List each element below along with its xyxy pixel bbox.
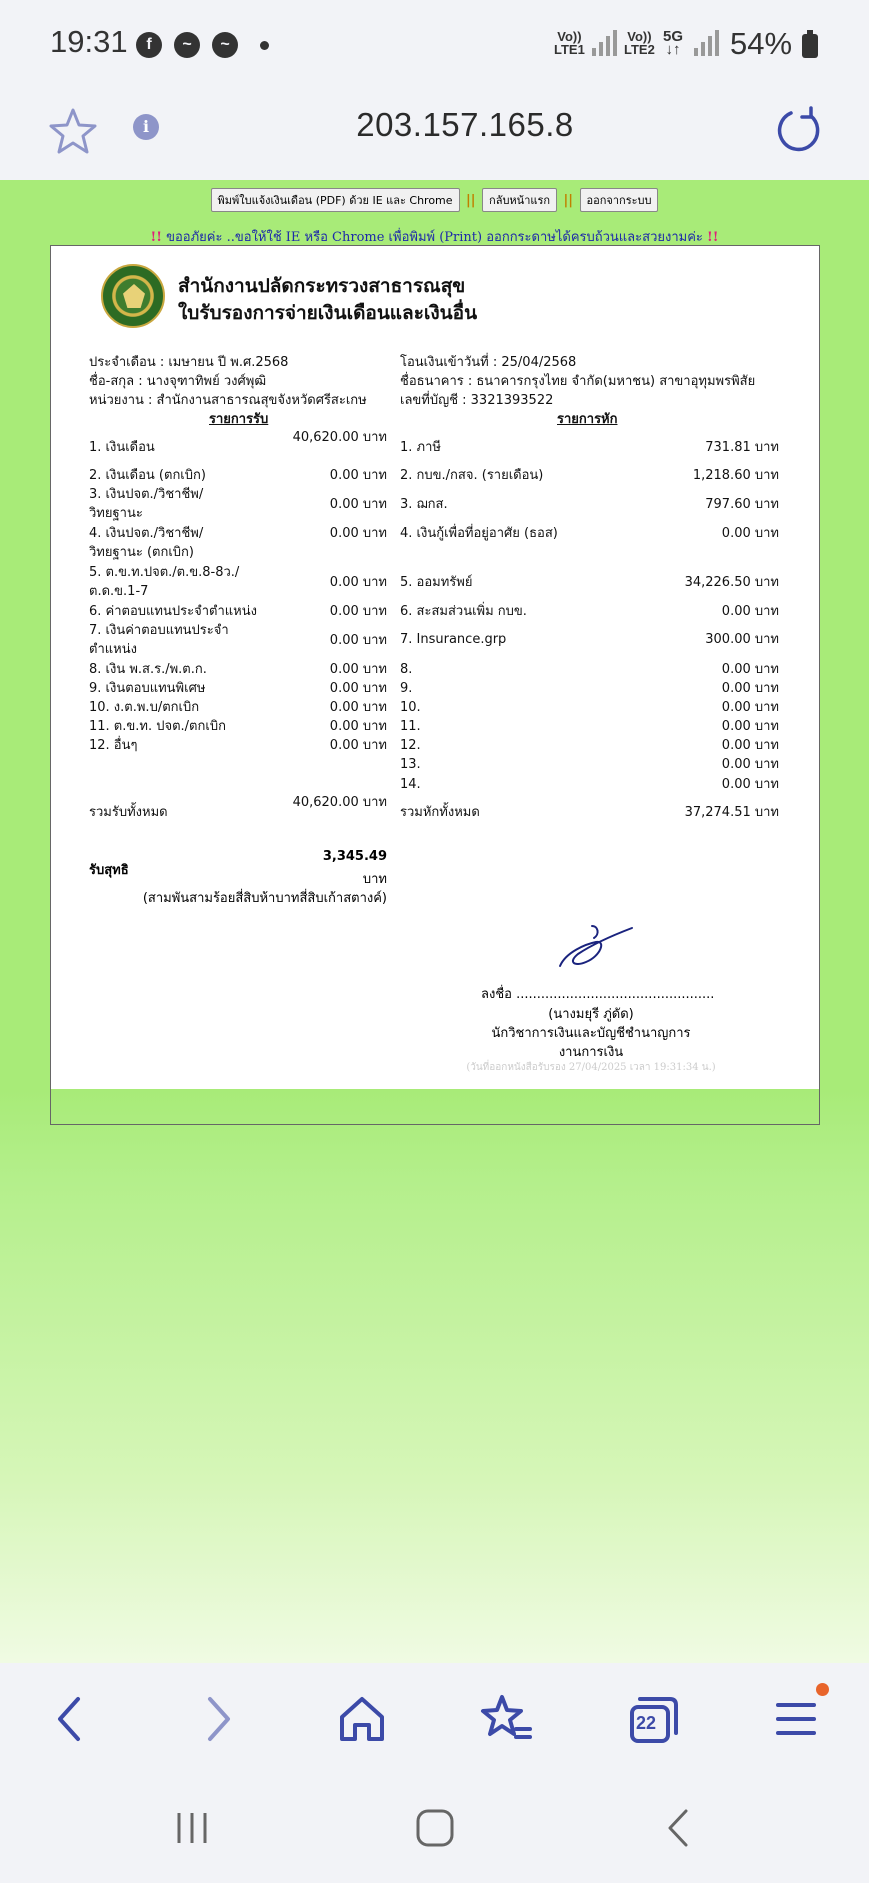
status-time: 19:31: [50, 24, 128, 59]
logout-button[interactable]: ออกจากระบบ: [580, 188, 659, 212]
income-value: 0.00 บาท: [329, 633, 387, 648]
ministry-seal-logo: [101, 264, 165, 328]
income-label: 5. ต.ข.ท.ปจต./ต.ข.8-8ว./ต.ด.ข.1-7: [89, 565, 240, 599]
battery-percent: 54%: [730, 26, 793, 61]
deduction-value: 0.00 บาท: [721, 604, 779, 619]
total-deduction-value: 37,274.51 บาท: [684, 805, 779, 820]
net-pay-value: 3,345.49: [322, 849, 387, 864]
forward-icon[interactable]: [188, 1689, 248, 1749]
print-notice: !! ขออภัยค่ะ ..ขอให้ใช้ IE หรือ Chrome เพื่อพิมพ์ (Print) ออกกระดาษได้ครบถ้วนและสวยงามค่ะ !!: [150, 230, 719, 245]
income-label: 9. เงินตอบแทนพิเศษ: [89, 681, 206, 696]
deduction-label: 3. ฌกส.: [400, 497, 448, 512]
menu-icon[interactable]: [766, 1689, 826, 1749]
income-value: 0.00 บาท: [329, 662, 387, 677]
browser-bottom-nav: [0, 1663, 869, 1773]
deduction-label: 2. กบข./กสจ. (รายเดือน): [400, 468, 544, 483]
deduction-value: 0.00 บาท: [721, 777, 779, 792]
employee-unit: หน่วยงาน : สำนักงานสาธารณสุขจังหวัดศรีสะเกษ: [89, 393, 367, 408]
deduction-value: 0.00 บาท: [721, 738, 779, 753]
deduction-label: 14.: [400, 777, 421, 792]
income-value: 0.00 บาท: [329, 719, 387, 734]
deduction-label: 6. สะสมส่วนเพิ่ม กบข.: [400, 604, 527, 619]
sim2-indicator: Vo)) LTE2: [624, 29, 655, 57]
income-value: 0.00 บาท: [329, 497, 387, 512]
system-nav-bar: [0, 1773, 869, 1883]
bookmarks-icon[interactable]: [476, 1689, 536, 1749]
tabs-count: 22: [636, 1713, 657, 1733]
status-bar: [0, 0, 869, 90]
deduction-value: 731.81 บาท: [705, 440, 779, 455]
reload-icon[interactable]: [770, 104, 824, 158]
bank-name: ชื่อธนาคาร : ธนาคารกรุงไทย จำกัด(มหาชน) สาขาอุทุมพรพิสัย: [400, 374, 756, 389]
signer-department: งานการเงิน: [558, 1045, 624, 1060]
battery-icon: [802, 34, 818, 58]
deduction-label: 9.: [400, 681, 413, 696]
deduction-label: 4. เงินกู้เพื่อที่อยู่อาศัย (ธอส): [400, 526, 558, 541]
signer-name: (นางมยุรี ภู่ดัด): [548, 1007, 634, 1022]
income-label: 10. ง.ต.พ.บ/ตกเบิก: [89, 700, 200, 715]
deduction-value: 34,226.50 บาท: [684, 575, 779, 590]
messenger-icon: ~: [174, 32, 200, 58]
deduction-value: 0.00 บาท: [721, 719, 779, 734]
system-back-icon[interactable]: [654, 1803, 704, 1853]
income-label: 4. เงินปจต./วิชาชีพ/วิทยฐานะ (ตกเบิก): [89, 526, 204, 560]
deduction-value: 1,218.60 บาท: [692, 468, 779, 483]
document-title: ใบรับรองการจ่ายเงินเดือนและเงินอื่น: [178, 302, 478, 324]
income-header: รายการรับ: [209, 412, 269, 427]
deduction-value: 797.60 บาท: [705, 497, 779, 512]
separator: ||: [563, 192, 574, 208]
pay-month: ประจำเดือน : เมษายน ปี พ.ศ.2568: [89, 355, 289, 370]
deduction-label: 8.: [400, 662, 413, 677]
deduction-header: รายการหัก: [557, 412, 618, 427]
income-value: 0.00 บาท: [329, 604, 387, 619]
income-label: 11. ต.ข.ท. ปจต./ตกเบิก: [89, 719, 226, 734]
org-name: สำนักงานปลัดกระทรวงสาธารณสุข: [178, 275, 466, 297]
home-icon[interactable]: [332, 1689, 392, 1749]
issue-timestamp: (วันที่ออกหนังสือรับรอง 27/04/2025 เวลา 19:31:34 น.): [466, 1062, 716, 1073]
income-value: 40,620.00 บาท: [292, 430, 387, 445]
info-icon[interactable]: i: [133, 114, 159, 140]
separator: ||: [466, 192, 476, 208]
income-label: 8. เงิน พ.ส.ร./พ.ต.ก.: [89, 662, 207, 677]
deduction-value: 0.00 บาท: [721, 526, 779, 541]
messenger-icon: ~: [212, 32, 238, 58]
deduction-label: 12.: [400, 738, 421, 753]
back-icon[interactable]: [40, 1689, 100, 1749]
deduction-label: 5. ออมทรัพย์: [400, 575, 473, 590]
top-buttons: [0, 188, 869, 212]
transfer-date: โอนเงินเข้าวันที่ : 25/04/2568: [400, 355, 577, 370]
income-label: 12. อื่นๆ: [89, 738, 138, 753]
income-value: 0.00 บาท: [329, 681, 387, 696]
print-pdf-button[interactable]: พิมพ์ใบแจ้งเงินเดือน (PDF) ด้วย IE และ Chrome: [211, 188, 460, 212]
deduction-label: 11.: [400, 719, 421, 734]
facebook-icon: f: [136, 32, 162, 58]
home-page-button[interactable]: กลับหน้าแรก: [482, 188, 557, 212]
signal-icon: [592, 30, 618, 56]
deduction-label: 1. ภาษี: [400, 440, 441, 455]
account-number: เลขที่บัญชี : 3321393522: [400, 393, 554, 408]
network-indicator: 5G ↓↑: [663, 28, 684, 58]
income-label: 6. ค่าตอบแทนประจำตำแหน่ง: [89, 604, 257, 619]
net-pay-label: รับสุทธิ: [89, 863, 129, 878]
star-icon[interactable]: [47, 106, 99, 158]
url-bar: [0, 90, 869, 180]
deduction-label: 7. Insurance.grp: [400, 632, 507, 647]
deduction-value: 0.00 บาท: [721, 681, 779, 696]
deduction-value: 300.00 บาท: [705, 632, 779, 647]
income-label: 3. เงินปจต./วิชาชีพ/วิทยฐานะ: [89, 487, 204, 521]
certificate-paper: [51, 246, 819, 1089]
salary-certificate: [50, 245, 820, 1125]
income-label: 1. เงินเดือน: [89, 440, 155, 455]
income-value: 0.00 บาท: [329, 575, 387, 590]
total-deduction-label: รวมหักทั้งหมด: [400, 805, 480, 820]
net-pay-words: (สามพันสามร้อยสี่สิบห้าบาทสี่สิบเก้าสตางค์): [142, 891, 387, 906]
income-label: 7. เงินค่าตอบแทนประจำตำแหน่ง: [89, 623, 229, 657]
total-income-label: รวมรับทั้งหมด: [89, 805, 168, 820]
deduction-label: 13.: [400, 757, 421, 772]
signer-position: นักวิชาการเงินและบัญชีชำนาญการ: [491, 1026, 691, 1041]
net-pay-unit: บาท: [362, 872, 387, 887]
web-content: [0, 180, 869, 1663]
recent-apps-icon[interactable]: [167, 1803, 217, 1853]
income-value: 0.00 บาท: [329, 526, 387, 541]
deduction-label: 10.: [400, 700, 421, 715]
menu-notification-dot: [816, 1683, 829, 1696]
income-value: 0.00 บาท: [329, 468, 387, 483]
signature-image: [556, 922, 636, 972]
more-notifications-icon: [260, 41, 269, 50]
url-text[interactable]: 203.157.165.8: [356, 106, 574, 143]
total-income-value: 40,620.00 บาท: [292, 795, 387, 810]
sim1-indicator: Vo)) LTE1: [554, 29, 585, 57]
deduction-value: 0.00 บาท: [721, 700, 779, 715]
deduction-value: 0.00 บาท: [721, 662, 779, 677]
income-label: 2. เงินเดือน (ตกเบิก): [89, 468, 206, 483]
deduction-value: 0.00 บาท: [721, 757, 779, 772]
income-value: 0.00 บาท: [329, 700, 387, 715]
home-button-icon[interactable]: [410, 1803, 460, 1853]
employee-name: ชื่อ-สกุล : นางจุฑาทิพย์ วงศ์พุฒิ: [89, 374, 267, 389]
signature-line: ลงชื่อ ................................................: [481, 987, 715, 1002]
income-value: 0.00 บาท: [329, 738, 387, 753]
signal-icon: [694, 30, 720, 56]
